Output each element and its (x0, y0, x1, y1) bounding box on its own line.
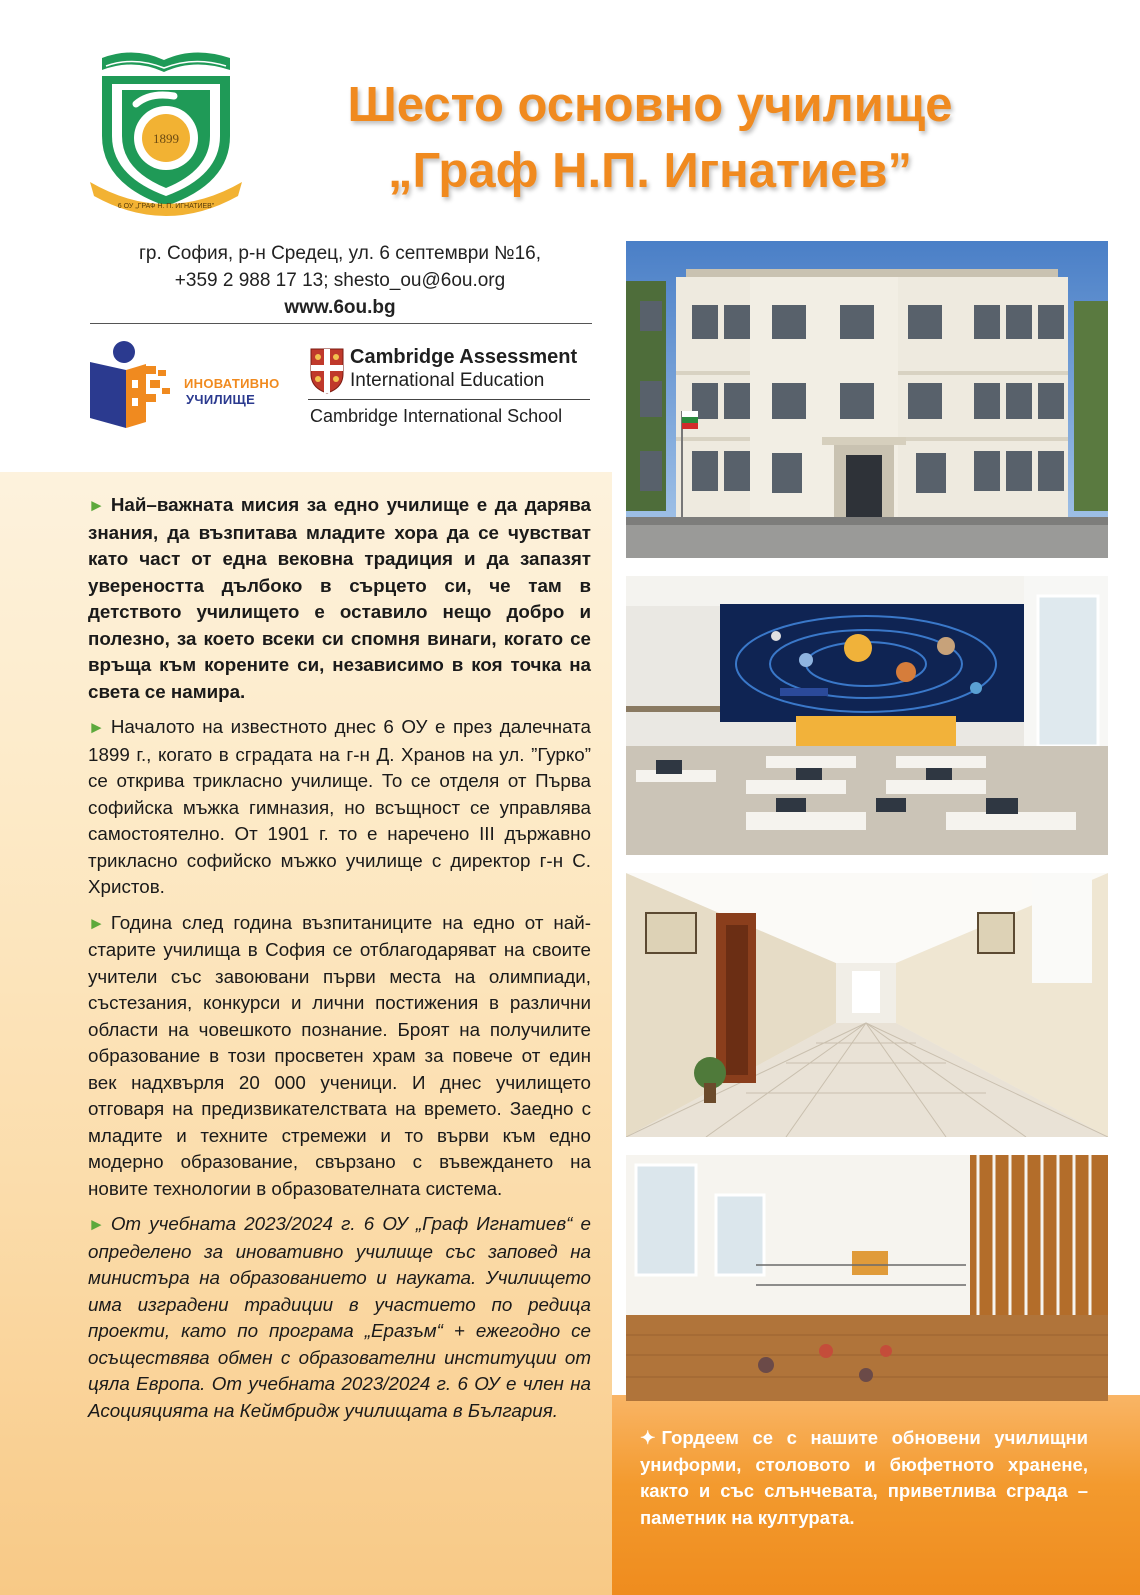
arrow-icon: ► (88, 1215, 105, 1234)
arrow-icon: ► (88, 496, 105, 515)
address-text: гр. София, р-н Средец, ул. 6 септември №16, (138, 243, 542, 264)
highlight-text: ✦ Гордеем се с нашите обновени училищни униформи, столовото и бюфетното хранене, както и със слънчевата, приветлива сграда – паметник на културата. (640, 1427, 1088, 1528)
innovative-logo-text-2: УЧИЛИЩЕ (186, 392, 256, 407)
paragraph-achievements: ► Година след година възпитаниците на едно от най-старите училища в София се отблагодаряват на своите учители със завоювани първи места на олимпиади, състезания, конкурси и лични постижения в различни области на човешкото познание. Броят на получилите образование в този просветен храм за повече от един век надхвърля 20 000 ученици. И днес училището отговаря на предизвикателствата на времето. Заедно с младите и техните стремежи и то върви към едно модерно образование, свързано с въвеждането на новите технологии в образователната система. (88, 911, 591, 1199)
paragraph-innovative: ► От учебната 2023/2024 г. 6 ОУ „Граф Игнатиев“ е определено за иновативно училище със заповед на министъра на образованието и науката. Училището има изградени традиции в участието по редица проекти, като по програма „Еразъм“ + ежегодно се осъществява обмен с образователни институции от цяла Европа. От учебната 2023/2024 г. 6 ОУ е член на Асоцияцията на Кеймбридж училищата в България. (88, 1213, 591, 1421)
innovative-logo-text-1: ИНОВАТИВНО (184, 376, 280, 391)
website-link[interactable]: www.6ou.bg (284, 297, 396, 318)
cambridge-text-3: Cambridge International School (310, 406, 563, 426)
phone-email-text[interactable]: +359 2 988 17 13; shesto_ou@6ou.org (174, 270, 506, 291)
title-line-2: „Граф Н.П. Игнатиев” (388, 144, 912, 198)
cambridge-shield-icon (310, 348, 344, 394)
corridor-photo (626, 873, 1108, 1137)
cambridge-text-1: Cambridge Assessment (350, 346, 578, 368)
innovative-school-logo (90, 340, 290, 430)
body-text (88, 492, 591, 1433)
title-line-1: Шесто основно училище (347, 78, 953, 132)
classroom-photo (626, 576, 1108, 855)
school-emblem (88, 44, 244, 220)
gym-photo (626, 1155, 1108, 1401)
arrow-icon: ► (88, 718, 105, 737)
paragraph-history: ► Началото на известното днес 6 ОУ е през далечната 1899 г., когато в сградата на г-н Д. Хранов на ул. ”Гурко” се открива трикласно училище. То се отделя от Първа софийска мъжка гимназия, но всъщност се управлява самостоятелно. От 1901 г. то е наречено III държавно трикласно софийско мъжко училище с директор г-н С. Христов. (88, 716, 591, 897)
cambridge-text-2: International Education (350, 370, 545, 391)
emblem-ribbon-text: 6 ОУ „ГРАФ Н. П. ИГНАТИЕВ” (117, 203, 215, 210)
cambridge-logo (308, 346, 593, 432)
arrow-icon: ► (88, 913, 105, 933)
emblem-year: 1899 (153, 131, 179, 146)
contact-divider (90, 323, 592, 324)
contact-block (90, 240, 590, 321)
star-icon: ✦ (640, 1427, 656, 1448)
page-title (300, 72, 1000, 204)
paragraph-mission: ► Най–важната мисия за едно училище е да дарява знания, да възпитава младите хора да се чувстват като част от една вековна традиция и да запазят увереността дълбоко в сърцето си, че там в детството училището е оставило нещо добро и полезно, за което всеки си спомня винаги, когато се връща към корените си, независимо в коя точка на света се намира. (88, 494, 591, 702)
school-building-photo (626, 241, 1108, 558)
cambridge-divider (308, 399, 590, 400)
